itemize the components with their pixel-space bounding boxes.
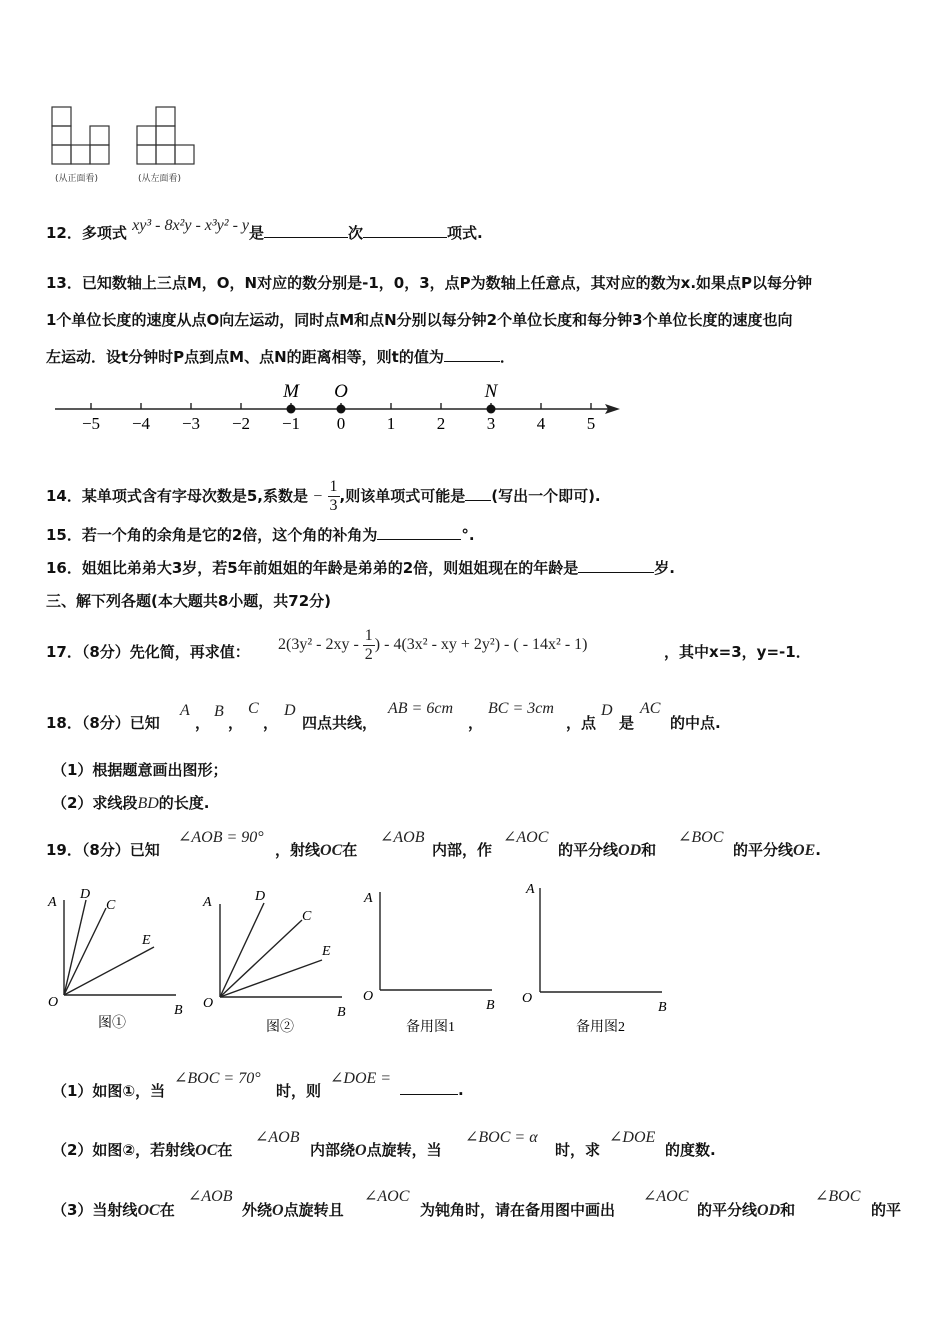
q19-part1-doe: ∠DOE = [330, 1070, 392, 1087]
question-18-prefix: 18．（8分）已知 [46, 714, 160, 732]
fig2-D: D [255, 889, 266, 904]
fig1-caption: 图① [98, 1016, 126, 1031]
question-17-prefix: 17．（8分）先化简，再求值： [46, 643, 250, 661]
q18-D2: D [601, 702, 613, 719]
fig1-O: O [48, 995, 59, 1010]
left-view-caption: (从左面看) [138, 174, 182, 184]
spare1-caption: 备用图1 [406, 1020, 455, 1035]
q14-blank[interactable] [465, 486, 491, 501]
q18-bc: BC = 3cm [488, 700, 554, 717]
q18-point-A: A [180, 702, 190, 719]
number-line-tick-label: −1 [281, 414, 301, 433]
question-12: 12．多项式 xy³ - 8x²y - x³y² - y是 次 项式. [46, 217, 483, 242]
question-13-line1: 13．已知数轴上三点M，O，N对应的数分别是-1，0，3，点P为数轴上任意点，其对应的数为x.如果点P以每分钟 [46, 274, 813, 292]
front-view-caption: (从正面看) [55, 174, 99, 184]
left-view-grid [137, 107, 194, 164]
number-line-tick-label: 2 [436, 414, 446, 433]
q15-blank[interactable] [377, 525, 461, 540]
q18-point-B: B [214, 703, 224, 720]
spare-figure-1 [380, 892, 492, 990]
section-3-heading: 三、解下列各题(本大题共8小题，共72分) [46, 592, 332, 610]
fig2-O: O [203, 996, 214, 1011]
front-view-grid [52, 107, 109, 164]
number-line [50, 376, 630, 438]
number-line-point-O [337, 405, 346, 414]
question-18-part2: （2）求线段BD的长度. [52, 794, 210, 812]
number-line-tick-label: −5 [81, 414, 101, 433]
question-13-line3: 左运动．设t分钟时P点到点M、点N的距离相等，则t的值为 ． [46, 348, 515, 366]
number-line-point-M [287, 405, 296, 414]
q19-part3-aoc2: ∠AOC [643, 1188, 689, 1205]
spare1-A: A [364, 891, 373, 906]
fig2-C: C [302, 909, 312, 924]
q12-expression: xy³ - 8x²y - x³y² - y [132, 217, 250, 234]
q19-part3-prefix: （3）当射线OC在 [52, 1201, 175, 1219]
angle-figures [40, 880, 680, 1040]
number-line-point-label-N: N [484, 381, 498, 402]
number-line-point-label-M: M [283, 381, 299, 402]
spare-figure-2 [540, 888, 662, 992]
fig1-B: B [174, 1003, 183, 1018]
q18-point-text: ，点 [566, 714, 597, 732]
number-line-tick-label: 4 [536, 414, 546, 433]
question-15: 15．若一个角的余角是它的2倍，这个角的补角为 °. [46, 526, 475, 544]
q19-aob90: ∠AOB = 90° [178, 829, 264, 846]
number-line-tick-label: 5 [586, 414, 596, 433]
question-13-line2: 1个单位长度的速度从点O向左运动，同时点M和点N分别以每分钟2个单位长度和每分钟3个单位长度的速度也向 [46, 311, 793, 329]
fig2-E: E [322, 944, 331, 959]
fig1-D: D [80, 887, 91, 902]
number-line-point-N [487, 405, 496, 414]
question-19-prefix: 19．（8分）已知 [46, 841, 160, 859]
q17-expression: 2(3y² - 2xy - $\frac{1}{2}$ ) - 4(3x² - xy + 2y²) - ( - 14x² - 1) [278, 627, 588, 663]
spare2-caption: 备用图2 [576, 1020, 625, 1035]
fig2-A: A [203, 895, 212, 910]
q19-boc: ∠BOC [678, 829, 724, 846]
q18-ab: AB = 6cm [388, 700, 453, 717]
question-18-part1: （1）根据题意画出图形； [52, 761, 228, 779]
q19-part3-aoc: ∠AOC [364, 1188, 410, 1205]
q19-aob: ∠AOB [380, 829, 425, 846]
q18-is: 是 [619, 714, 635, 732]
q19-part2-prefix: （2）如图②，若射线OC在 [52, 1141, 233, 1159]
q19-part3-aob: ∠AOB [188, 1188, 233, 1205]
q19-part1-blank[interactable] [400, 1080, 458, 1095]
spare1-B: B [486, 998, 495, 1013]
q18-mid: 四点共线， [302, 714, 378, 732]
q19-part2-expr: ∠BOC = α [465, 1129, 538, 1146]
q19-part2-aob: ∠AOB [255, 1129, 300, 1146]
number-line-tick-label: 3 [486, 414, 496, 433]
q14-fraction: $\frac{1}{3}$ [329, 478, 338, 514]
q19-part1-expr: ∠BOC = 70° [174, 1070, 261, 1087]
q19-part1-prefix: （1）如图①，当 [52, 1082, 166, 1100]
q19-aoc: ∠AOC [503, 829, 549, 846]
q19-part2-doe: ∠DOE [609, 1129, 656, 1146]
q19-part3-boc: ∠BOC [815, 1188, 861, 1205]
fig1-E: E [142, 933, 151, 948]
number-line-tick-label: −2 [231, 414, 251, 433]
fig1-A: A [48, 895, 57, 910]
figure-1 [64, 900, 176, 995]
q18-point-C: C [248, 700, 259, 717]
q16-blank[interactable] [578, 558, 654, 573]
number-line-tick-label: −4 [131, 414, 151, 433]
question-14: 14．某单项式含有字母次数是5,系数是 − $\frac{1}{3}$ ,则该单项式可能是 (写出一个即可). [46, 478, 601, 514]
q18-ac: AC [640, 700, 661, 717]
fig1-C: C [106, 898, 116, 913]
q19-part1-mid: 时，则 [276, 1082, 322, 1100]
number-line-tick-label: 0 [336, 414, 346, 433]
q18-point-D: D [284, 702, 296, 719]
fig2-B: B [337, 1005, 346, 1020]
number-line-tick-label: 1 [386, 414, 396, 433]
spare2-B: B [658, 1000, 667, 1015]
question-17-suffix: ，其中x=3，y=-1． [664, 643, 811, 661]
number-line-point-label-O: O [334, 381, 348, 402]
spare2-A: A [526, 882, 535, 897]
question-16: 16．姐姐比弟弟大3岁，若5年前姐姐的年龄是弟弟的2倍，则姐姐现在的年龄是 岁. [46, 559, 675, 577]
spare1-O: O [363, 989, 374, 1004]
spare2-O: O [522, 991, 533, 1006]
number-line-tick-label: −3 [181, 414, 201, 433]
q13-blank[interactable] [444, 347, 500, 362]
q12-blank-degree[interactable] [264, 223, 348, 238]
q12-blank-terms[interactable] [363, 223, 447, 238]
q18-midpoint: 的中点. [670, 714, 721, 732]
fig2-caption: 图② [266, 1020, 294, 1035]
